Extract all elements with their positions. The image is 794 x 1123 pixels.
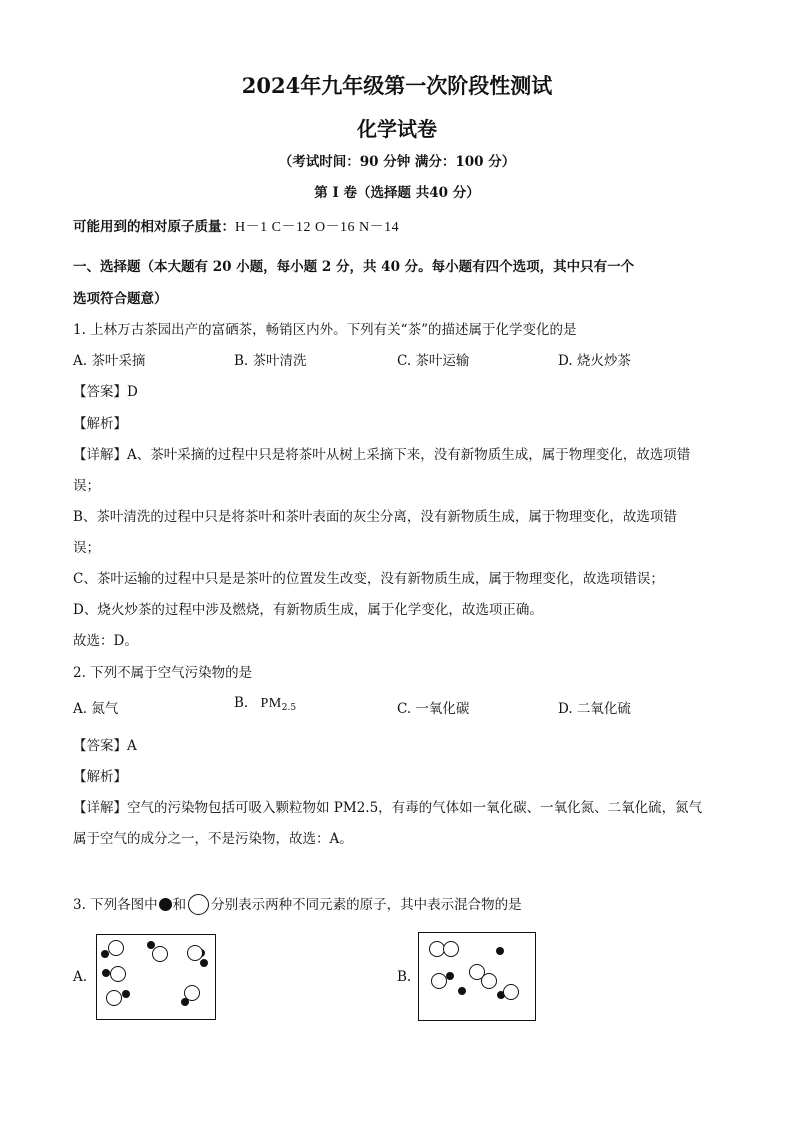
section-header-line2: 选项符合题意） xyxy=(73,291,168,307)
black-atom xyxy=(181,998,189,1006)
q2-stem: 2. 下列不属于空气污染物的是 xyxy=(73,665,253,681)
q3-stem-part1: 3. 下列各图中 xyxy=(73,897,158,913)
section-header-line1: 一、选择题（本大题有 20 小题，每小题 2 分，共 40 分。每小题有四个选项，其中只有一个 xyxy=(73,259,635,275)
q1-answer: 【答案】D xyxy=(73,384,138,400)
black-atom xyxy=(122,990,130,998)
exam-info: （考试时间：90 分钟 满分：100 分） xyxy=(278,154,516,170)
atomic-mass-label: 可能用到的相对原子质量： xyxy=(73,219,235,235)
white-atom xyxy=(152,946,168,962)
q2-option-b xyxy=(234,695,296,713)
white-atom xyxy=(503,984,519,1000)
exam-subject: 化学试卷 xyxy=(357,117,437,141)
atomic-mass-values: H－1 C－12 O－16 N－14 xyxy=(235,220,400,235)
q2-option-a: A. 氮气 xyxy=(73,701,119,717)
white-atom-icon xyxy=(188,894,209,915)
q1-detail-line: 误； xyxy=(73,540,100,556)
q2-option-d: D. 二氧化硫 xyxy=(558,701,631,717)
part-title: 第 I 卷（选择题 共40 分） xyxy=(314,185,480,201)
black-atom xyxy=(101,950,109,958)
q3-stem-part2: 和 xyxy=(172,897,187,913)
q1-analysis: 【解析】 xyxy=(73,416,127,432)
q1-detail-line: 误； xyxy=(73,478,100,494)
white-atom xyxy=(110,966,126,982)
q1-detail-line: D、烧火炒茶的过程中涉及燃烧，有新物质生成，属于化学变化，故选项正确。 xyxy=(73,602,543,618)
black-atom xyxy=(496,947,504,955)
black-atom xyxy=(458,987,466,995)
q2-option-c: C. 一氧化碳 xyxy=(397,701,470,717)
q2-detail-line: 属于空气的成分之一，不是污染物，故选：A。 xyxy=(73,831,353,847)
q1-detail-line: 故选：D。 xyxy=(73,633,138,649)
q3-stem-part3: 分别表示两种不同元素的原子，其中表示混合物的是 xyxy=(211,897,522,913)
white-atom xyxy=(108,940,124,956)
white-atom xyxy=(187,945,203,961)
black-atom-icon xyxy=(159,898,172,911)
q3-option-b-label: B. xyxy=(397,969,412,985)
q2-detail-line: 【详解】空气的污染物包括可吸入颗粒物如 PM2.5，有毒的气体如一氧化碳、一氧化氮、二氧化硫，氮气 xyxy=(73,800,703,816)
q1-option-b: B. 茶叶清洗 xyxy=(234,353,307,369)
exam-title: 2024年九年级第一次阶段性测试 xyxy=(241,73,553,98)
white-atom xyxy=(106,990,122,1006)
q1-option-a: A. 茶叶采摘 xyxy=(73,353,146,369)
white-atom xyxy=(443,941,459,957)
q2-option-b-label: B. xyxy=(234,695,249,711)
white-atom xyxy=(431,973,447,989)
q3-option-a-label: A. xyxy=(73,969,88,985)
white-atom xyxy=(481,973,497,989)
q1-detail-line: 【详解】A、茶叶采摘的过程中只是将茶叶从树上采摘下来，没有新物质生成，属于物理变化，故选项错 xyxy=(73,447,691,463)
q2-option-b-sub: 2.5 xyxy=(281,703,297,713)
q1-stem: 1. 上林万古茶园出产的富硒茶，畅销区内外。下列有关“茶”的描述属于化学变化的是 xyxy=(73,322,577,338)
q1-option-d: D. 烧火炒茶 xyxy=(558,353,631,369)
black-atom xyxy=(446,972,454,980)
q3-option-a-diagram xyxy=(96,934,216,1020)
q2-answer: 【答案】A xyxy=(73,738,137,754)
q3-stem xyxy=(73,893,522,915)
q1-option-c: C. 茶叶运输 xyxy=(397,353,470,369)
q1-detail-line: C、茶叶运输的过程中只是是茶叶的位置发生改变，没有新物质生成，属于物理变化，故选项错误； xyxy=(73,571,664,587)
q2-analysis: 【解析】 xyxy=(73,769,127,785)
atomic-mass-line xyxy=(73,215,399,236)
q1-detail-line: B、茶叶清洗的过程中只是将茶叶和茶叶表面的灰尘分离，没有新物质生成，属于物理变化，故选项错 xyxy=(73,509,677,525)
black-atom xyxy=(200,959,208,967)
black-atom xyxy=(102,969,110,977)
q3-option-b-diagram xyxy=(418,932,536,1021)
q2-option-b-pm: PM xyxy=(260,696,282,711)
